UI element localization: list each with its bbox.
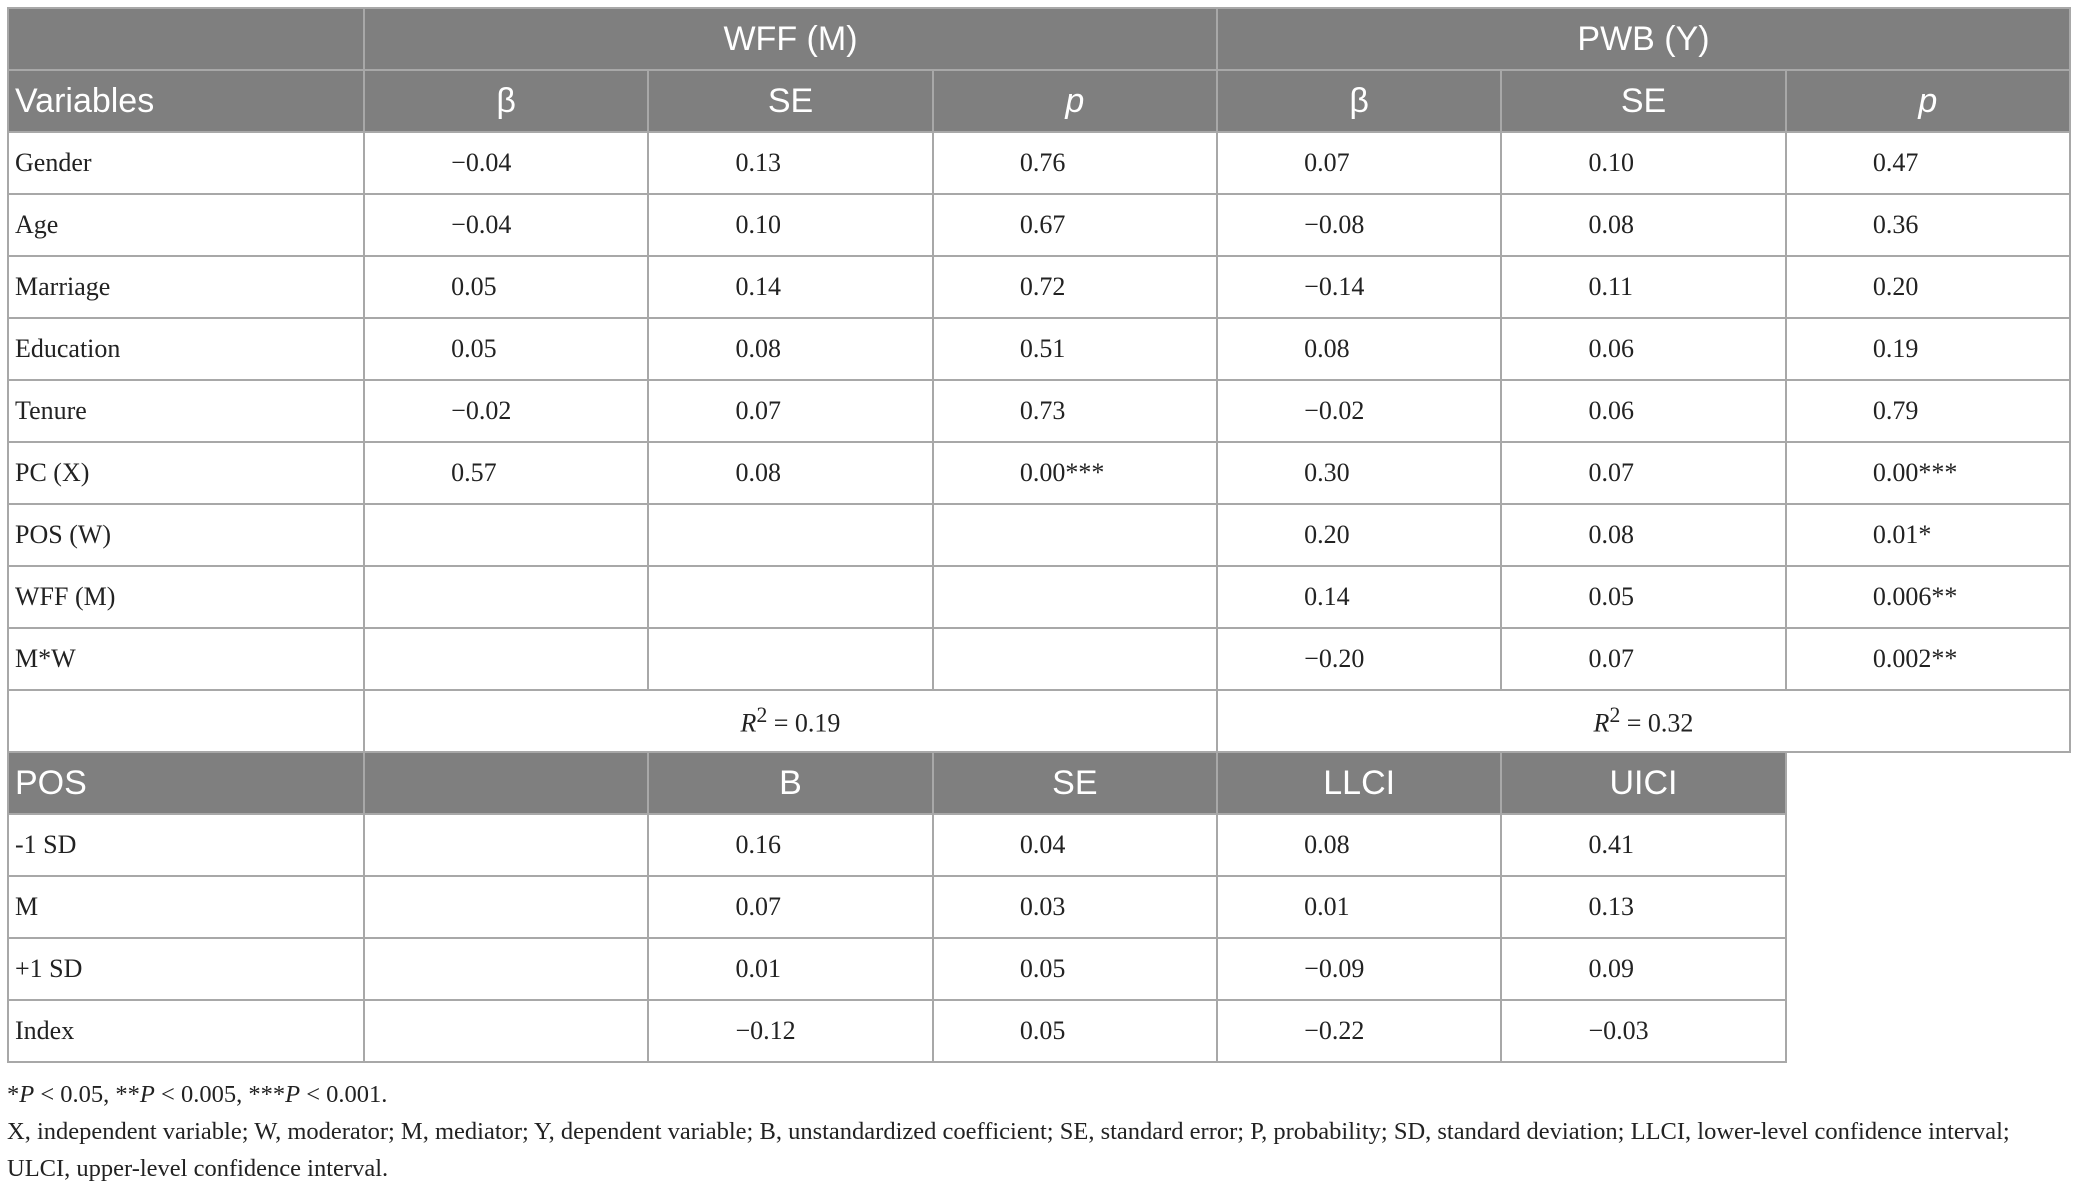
- row-label: POS (W): [8, 504, 364, 566]
- b-cell: [648, 876, 932, 938]
- m-p-cell: [933, 628, 1217, 690]
- column-header-row: [8, 70, 2070, 132]
- uici-header: UICI: [1501, 752, 1785, 814]
- y-se-value: 0.11: [1588, 272, 1634, 301]
- m-beta-value: 0.05: [451, 334, 497, 363]
- y-p-value: 0.79: [1872, 396, 1919, 425]
- y-p-cell: [1786, 628, 2070, 690]
- y-p-cell: [1786, 132, 2070, 194]
- m-se-cell: [648, 256, 932, 318]
- m-p-cell: [933, 256, 1217, 318]
- row-label: Tenure: [8, 380, 364, 442]
- y-beta-value: −0.02: [1304, 396, 1365, 425]
- y-se-cell: [1501, 380, 1785, 442]
- y-se-value: 0.08: [1588, 520, 1634, 549]
- se-cell: [933, 814, 1217, 876]
- uici-cell: [1501, 814, 1785, 876]
- m-se-value: 0.08: [735, 334, 781, 363]
- y-beta-value: −0.14: [1304, 272, 1365, 301]
- y-p-cell: [1786, 566, 2070, 628]
- y-se-cell: [1501, 132, 1785, 194]
- y-se-cell: [1501, 628, 1785, 690]
- y-beta-value: −0.08: [1304, 210, 1365, 239]
- se-value: 0.05: [1019, 1016, 1066, 1045]
- m-beta-cell: [364, 442, 648, 504]
- m-p-value: 0.73: [1019, 396, 1066, 425]
- b-value: 0.01: [735, 954, 781, 983]
- table-row: [8, 566, 2070, 628]
- results-table-container: [7, 7, 2069, 1063]
- se-value: 0.03: [1019, 892, 1066, 921]
- m-se-cell: [648, 566, 932, 628]
- llci-value: −0.09: [1304, 954, 1365, 983]
- se-value: 0.05: [1019, 954, 1066, 983]
- m-beta-value: −0.04: [451, 210, 512, 239]
- sig-threshold-1: < 0.05,: [34, 1081, 116, 1108]
- table-row: [8, 256, 2070, 318]
- m-beta-cell: [364, 504, 648, 566]
- y-p-header-text: p: [1918, 81, 1938, 120]
- y-se-cell: [1501, 504, 1785, 566]
- r-symbol: R: [1593, 708, 1610, 738]
- y-p-value: 0.19: [1872, 334, 1919, 363]
- llci-cell: [1217, 1000, 1501, 1062]
- uici-value: 0.41: [1588, 830, 1634, 859]
- row-label: Gender: [8, 132, 364, 194]
- row-label: +1 SD: [8, 938, 364, 1000]
- llci-header: LLCI: [1217, 752, 1501, 814]
- y-se-cell: [1501, 566, 1785, 628]
- m-beta-value: 0.05: [451, 272, 497, 301]
- y-beta-cell: [1217, 628, 1501, 690]
- table-row: [8, 318, 2070, 380]
- abbreviations-note: X, independent variable; W, moderator; M, mediator; Y, dependent variable; B, unstandardized coefficient; SE, standard error; P, probability; SD, standard deviation; LLCI, lower-level confidence interval; ULCI, upper-level confidence interval.: [7, 1118, 2010, 1182]
- r-squared-row: [8, 690, 2070, 752]
- sig-threshold-2: < 0.005,: [154, 1081, 249, 1108]
- llci-cell: [1217, 876, 1501, 938]
- m-se-cell: [648, 628, 932, 690]
- section-header-row: [8, 752, 2070, 814]
- significance-note: [7, 1076, 2069, 1113]
- m-se-value: 0.13: [735, 148, 781, 177]
- empty-cell: [364, 814, 648, 876]
- y-beta-cell: [1217, 504, 1501, 566]
- m-se-cell: [648, 194, 932, 256]
- m-p-cell: [933, 566, 1217, 628]
- table-row: [8, 876, 2070, 938]
- se-cell: [933, 876, 1217, 938]
- y-p-cell: [1786, 318, 2070, 380]
- y-se-cell: [1501, 194, 1785, 256]
- m-beta-cell: [364, 194, 648, 256]
- r-squared-y-value: = 0.32: [1620, 708, 1694, 738]
- m-beta-cell: [364, 380, 648, 442]
- m-p-cell: [933, 442, 1217, 504]
- m-p-value: 0.67: [1019, 210, 1066, 239]
- y-beta-cell: [1217, 318, 1501, 380]
- row-label: Index: [8, 1000, 364, 1062]
- y-beta-header: β: [1217, 70, 1501, 132]
- m-p-value: 0.51: [1019, 334, 1066, 363]
- llci-value: −0.22: [1304, 1016, 1365, 1045]
- table-row: [8, 938, 2070, 1000]
- y-se-value: 0.06: [1588, 396, 1634, 425]
- m-se-value: 0.14: [735, 272, 781, 301]
- m-p-value: 0.00***: [1019, 458, 1105, 487]
- y-p-cell: [1786, 504, 2070, 566]
- table-row: [8, 194, 2070, 256]
- y-se-cell: [1501, 318, 1785, 380]
- y-se-header: SE: [1501, 70, 1785, 132]
- b-value: 0.16: [735, 830, 781, 859]
- y-beta-value: 0.07: [1304, 148, 1350, 177]
- b-value: 0.07: [735, 892, 781, 921]
- empty-label-cell: [8, 690, 364, 752]
- y-beta-value: −0.20: [1304, 644, 1365, 673]
- b-cell: [648, 814, 932, 876]
- b-cell: [648, 938, 932, 1000]
- y-se-value: 0.07: [1588, 458, 1634, 487]
- b-cell: [648, 1000, 932, 1062]
- m-beta-header: β: [364, 70, 648, 132]
- uici-value: 0.09: [1588, 954, 1634, 983]
- y-p-value: 0.01*: [1872, 520, 1932, 549]
- y-beta-cell: [1217, 194, 1501, 256]
- row-label: Marriage: [8, 256, 364, 318]
- m-p-value: 0.72: [1019, 272, 1066, 301]
- y-beta-cell: [1217, 566, 1501, 628]
- group-header-pwb: PWB (Y): [1217, 8, 2070, 70]
- row-label: M*W: [8, 628, 364, 690]
- row-label: M: [8, 876, 364, 938]
- m-se-cell: [648, 442, 932, 504]
- y-beta-cell: [1217, 442, 1501, 504]
- empty-cell: [364, 1000, 648, 1062]
- b-value: −0.12: [735, 1016, 796, 1045]
- y-p-value: 0.00***: [1872, 458, 1958, 487]
- m-p-header-text: p: [1065, 81, 1085, 120]
- sig-p-1: P: [19, 1081, 35, 1108]
- empty-header-cell: [364, 752, 648, 814]
- llci-cell: [1217, 814, 1501, 876]
- sig-p-2: P: [139, 1081, 155, 1108]
- group-header-row: [8, 8, 2070, 70]
- table-row: [8, 442, 2070, 504]
- row-label: Age: [8, 194, 364, 256]
- empty-header-cell: [8, 8, 364, 70]
- sig-p-3: P: [285, 1081, 301, 1108]
- m-se-value: 0.08: [735, 458, 781, 487]
- sig-stars-1: *: [7, 1081, 20, 1108]
- table-row: [8, 380, 2070, 442]
- m-beta-value: 0.57: [451, 458, 497, 487]
- m-beta-cell: [364, 256, 648, 318]
- m-p-cell: [933, 318, 1217, 380]
- y-p-value: 0.20: [1872, 272, 1919, 301]
- m-se-cell: [648, 504, 932, 566]
- y-p-header: [1786, 70, 2070, 132]
- uici-value: −0.03: [1588, 1016, 1649, 1045]
- pos-header: POS: [8, 752, 364, 814]
- uici-cell: [1501, 1000, 1785, 1062]
- y-se-cell: [1501, 256, 1785, 318]
- m-se-value: 0.07: [735, 396, 781, 425]
- m-beta-cell: [364, 566, 648, 628]
- row-label: Education: [8, 318, 364, 380]
- y-p-cell: [1786, 380, 2070, 442]
- m-beta-cell: [364, 628, 648, 690]
- r-squared-m-value: = 0.19: [767, 708, 841, 738]
- m-beta-value: −0.02: [451, 396, 512, 425]
- se-cell: [933, 1000, 1217, 1062]
- empty-cell: [364, 938, 648, 1000]
- y-p-value: 0.002**: [1872, 644, 1958, 673]
- se-header: SE: [933, 752, 1217, 814]
- sig-threshold-3: < 0.001.: [300, 1081, 388, 1108]
- empty-cell: [364, 876, 648, 938]
- se-cell: [933, 938, 1217, 1000]
- sig-stars-3: ***: [248, 1081, 286, 1108]
- m-p-cell: [933, 504, 1217, 566]
- m-p-cell: [933, 194, 1217, 256]
- variables-header: Variables: [8, 70, 364, 132]
- y-se-cell: [1501, 442, 1785, 504]
- m-se-cell: [648, 380, 932, 442]
- y-p-value: 0.47: [1872, 148, 1919, 177]
- y-p-value: 0.006**: [1872, 582, 1958, 611]
- m-se-cell: [648, 318, 932, 380]
- r-superscript: 2: [1609, 703, 1621, 728]
- y-p-value: 0.36: [1872, 210, 1919, 239]
- y-p-cell: [1786, 442, 2070, 504]
- y-p-cell: [1786, 194, 2070, 256]
- uici-cell: [1501, 938, 1785, 1000]
- r-superscript: 2: [756, 703, 768, 728]
- results-table: [7, 7, 2071, 1063]
- table-row: [8, 132, 2070, 194]
- se-value: 0.04: [1019, 830, 1066, 859]
- r-symbol: R: [740, 708, 757, 738]
- m-beta-cell: [364, 318, 648, 380]
- y-p-cell: [1786, 256, 2070, 318]
- uici-cell: [1501, 876, 1785, 938]
- y-beta-value: 0.14: [1304, 582, 1350, 611]
- b-header: B: [648, 752, 932, 814]
- uici-value: 0.13: [1588, 892, 1634, 921]
- llci-value: 0.01: [1304, 892, 1350, 921]
- table-row: [8, 1000, 2070, 1062]
- m-se-value: 0.10: [735, 210, 781, 239]
- y-beta-cell: [1217, 380, 1501, 442]
- m-se-cell: [648, 132, 932, 194]
- m-p-value: 0.76: [1019, 148, 1066, 177]
- y-beta-cell: [1217, 256, 1501, 318]
- m-se-header: SE: [648, 70, 932, 132]
- row-label: PC (X): [8, 442, 364, 504]
- y-se-value: 0.10: [1588, 148, 1634, 177]
- row-label: WFF (M): [8, 566, 364, 628]
- group-header-wff: WFF (M): [364, 8, 1217, 70]
- m-p-cell: [933, 380, 1217, 442]
- table-row: [8, 814, 2070, 876]
- m-p-header: [933, 70, 1217, 132]
- table-footnotes: [7, 1076, 2069, 1187]
- y-beta-value: 0.08: [1304, 334, 1350, 363]
- table-row: [8, 504, 2070, 566]
- table-row: [8, 628, 2070, 690]
- y-se-value: 0.07: [1588, 644, 1634, 673]
- y-se-value: 0.08: [1588, 210, 1634, 239]
- m-p-cell: [933, 132, 1217, 194]
- y-se-value: 0.05: [1588, 582, 1634, 611]
- m-beta-value: −0.04: [451, 148, 512, 177]
- y-se-value: 0.06: [1588, 334, 1634, 363]
- row-label: -1 SD: [8, 814, 364, 876]
- r-squared-y: [1217, 690, 2070, 752]
- y-beta-value: 0.20: [1304, 520, 1350, 549]
- llci-cell: [1217, 938, 1501, 1000]
- sig-stars-2: **: [115, 1081, 140, 1108]
- m-beta-cell: [364, 132, 648, 194]
- r-squared-m: [364, 690, 1217, 752]
- y-beta-cell: [1217, 132, 1501, 194]
- llci-value: 0.08: [1304, 830, 1350, 859]
- y-beta-value: 0.30: [1304, 458, 1350, 487]
